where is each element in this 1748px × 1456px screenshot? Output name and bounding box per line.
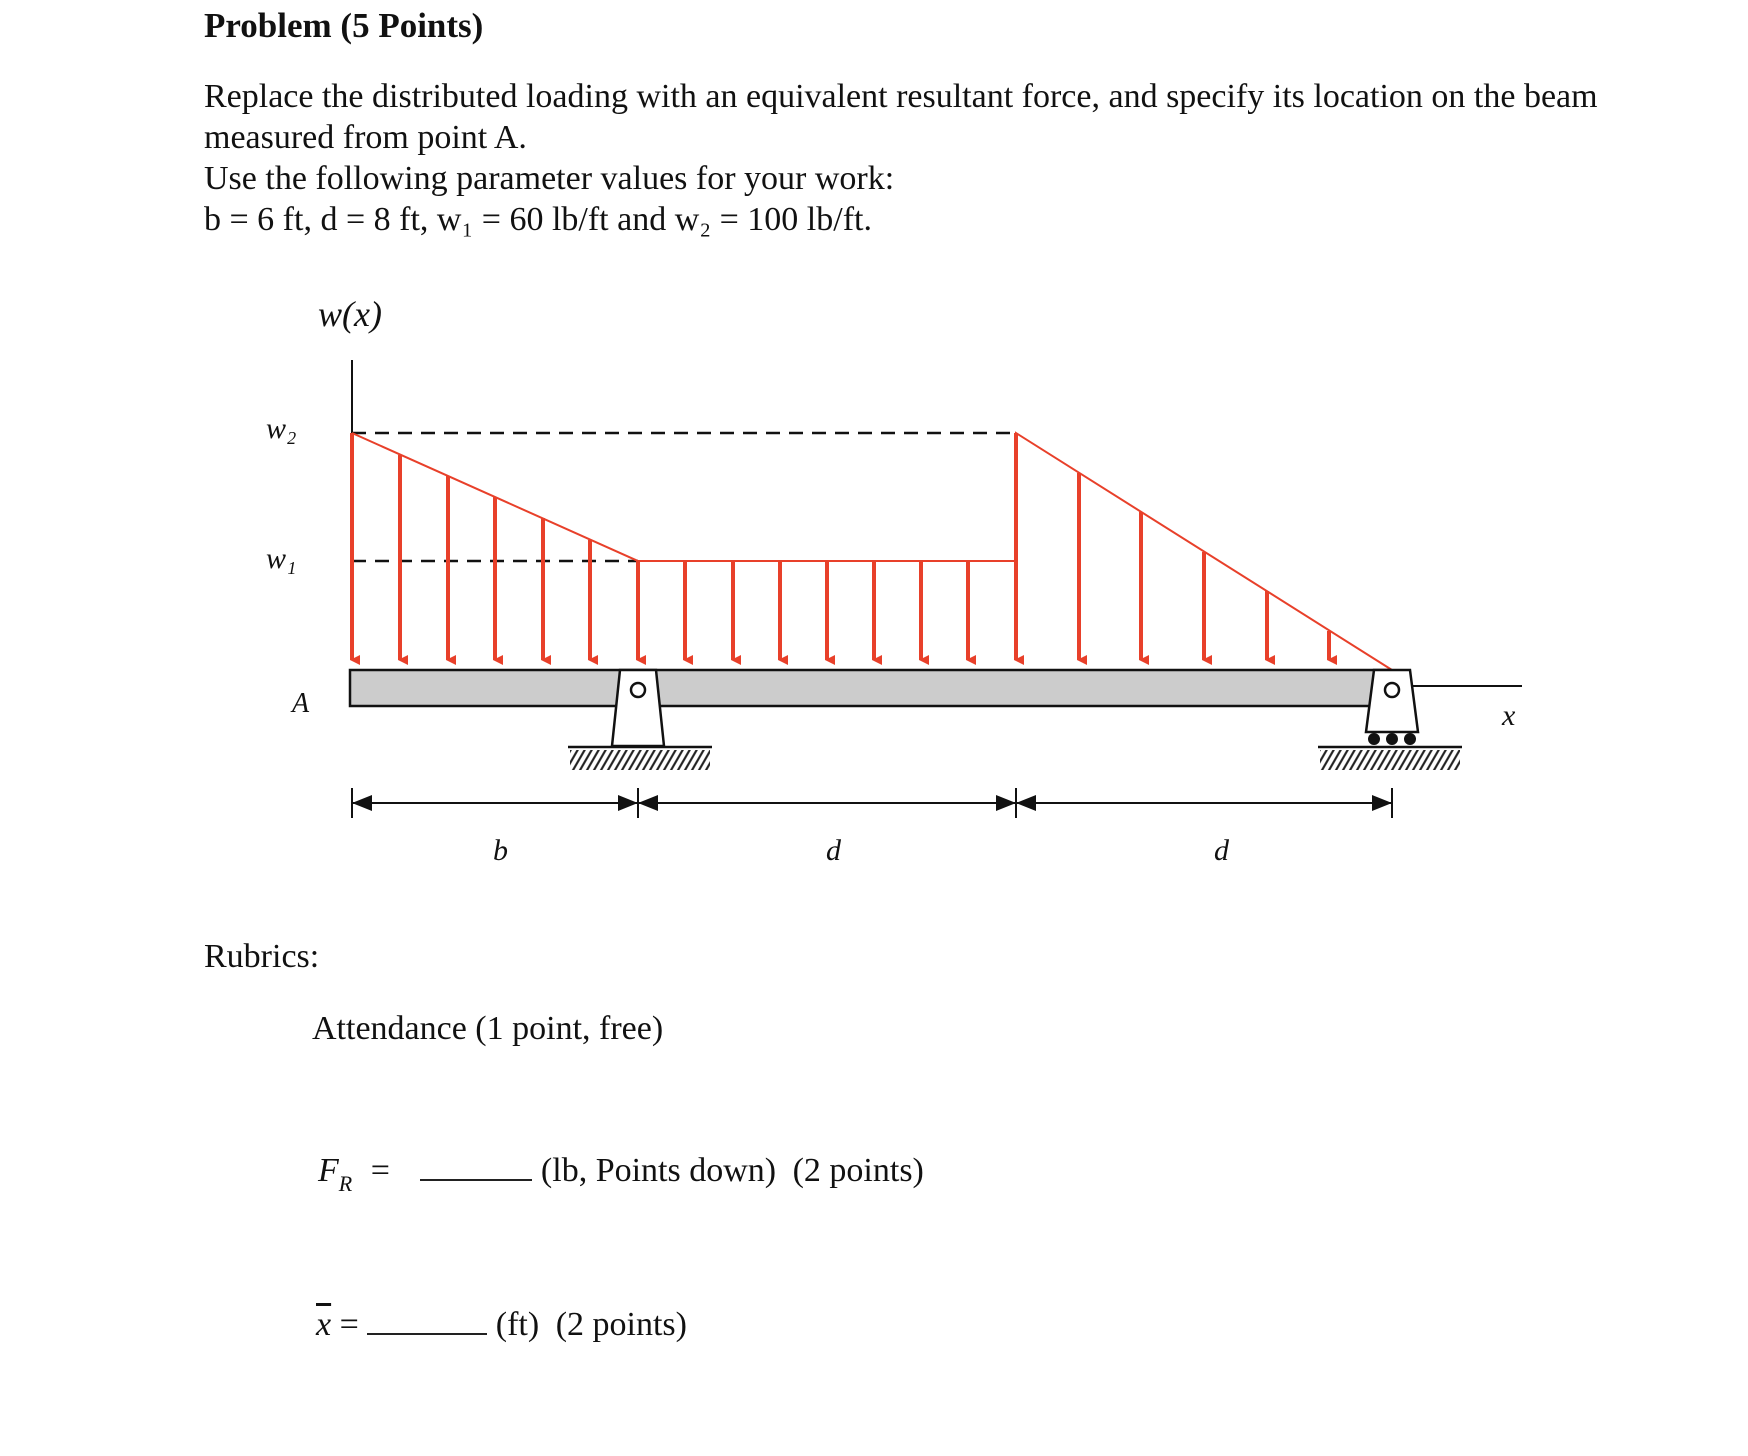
rubric-location xyxy=(316,1306,687,1344)
fr-units: (lb, Points down) xyxy=(540,1152,777,1189)
xbar-units: (ft) xyxy=(495,1306,540,1343)
fr-points: (2 points) xyxy=(792,1152,924,1189)
xbar-points: (2 points) xyxy=(555,1306,687,1343)
fr-answer-blank[interactable] xyxy=(420,1179,532,1181)
fr-symbol: F xyxy=(318,1152,339,1189)
fr-equals: = xyxy=(370,1152,390,1189)
beam-loading-diagram xyxy=(0,280,1748,900)
w-axis-label: w(x) xyxy=(318,294,382,334)
rubric-resultant-force xyxy=(318,1152,924,1196)
statement-line-1: Replace the distributed loading with an equivalent resultant force, and specify its location on the beam measured from point A. xyxy=(204,78,1598,156)
fr-subscript: R xyxy=(338,1171,353,1196)
xbar-equals: = xyxy=(339,1306,359,1343)
load-arrows xyxy=(352,433,1329,660)
x-axis-label: x xyxy=(1502,699,1516,732)
dim-d1-label: d xyxy=(826,834,841,867)
w2-label: w₂ xyxy=(266,412,297,445)
point-a-label: A xyxy=(292,688,310,719)
xbar-symbol: $\overline{x}$ xyxy=(316,1306,332,1343)
w1-label: w₁ xyxy=(266,542,297,575)
rubric-attendance: Attendance (1 point, free) xyxy=(312,1010,664,1047)
dim-b-label: b xyxy=(493,834,508,867)
xbar-answer-blank[interactable] xyxy=(367,1333,487,1335)
rubrics-heading: Rubrics: xyxy=(204,938,320,975)
statement-line-3: b = 6 ft, d = 8 ft, w₁ = 60 lb/ft and w₂ = 100 lb/ft. xyxy=(204,201,872,238)
dim-d2-label: d xyxy=(1214,834,1229,867)
dimension-lines xyxy=(352,788,1392,818)
beam xyxy=(350,670,1390,706)
problem-statement xyxy=(204,76,1624,240)
statement-line-2: Use the following parameter values for your work: xyxy=(204,160,895,197)
problem-title: Problem (5 Points) xyxy=(204,6,484,45)
